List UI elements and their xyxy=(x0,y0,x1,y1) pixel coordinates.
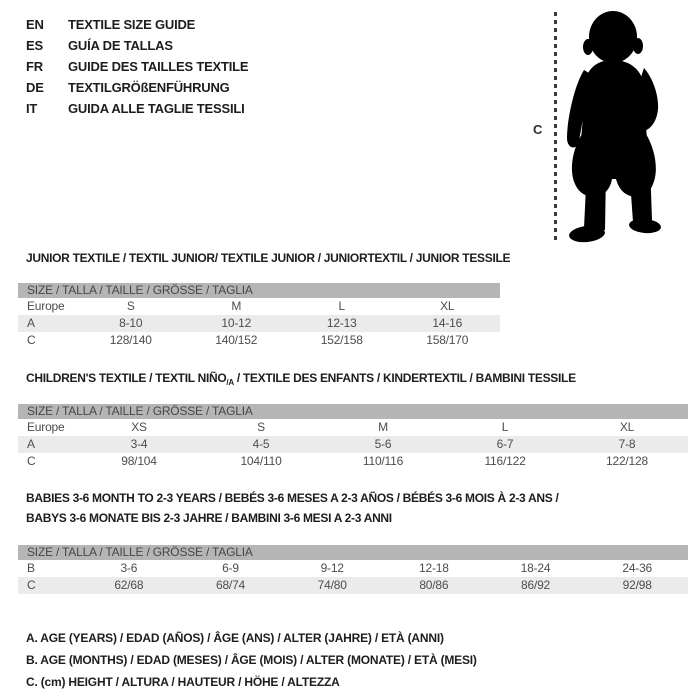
table-cell: 68/74 xyxy=(215,578,246,592)
language-code: DE xyxy=(26,80,44,95)
table-cell: 128/140 xyxy=(109,333,152,347)
table-cell: 5-6 xyxy=(374,437,392,451)
table-row-height xyxy=(18,577,688,594)
figure-block xyxy=(0,0,700,250)
footnote-c: C. (cm) HEIGHT / ALTURA / HAUTEUR / HÖHE / ALTEZZA xyxy=(26,675,340,689)
table-cell: 10-12 xyxy=(221,316,252,330)
junior-size-table xyxy=(18,283,500,349)
table-cell: 8-10 xyxy=(119,316,143,330)
table-cell: 92/98 xyxy=(622,578,652,592)
table-cell: 80/86 xyxy=(419,578,449,592)
table-cell: 158/170 xyxy=(426,333,469,347)
table-cell: 9-12 xyxy=(320,561,344,575)
row-label: A xyxy=(27,316,35,330)
babies-title-line1: BABIES 3-6 MONTH TO 2-3 YEARS / BEBÉS 3-6 MESES A 2-3 AÑOS / BÉBÉS 3-6 MOIS À 2-3 ANS / xyxy=(26,491,559,505)
table-cell: 104/110 xyxy=(240,454,282,468)
language-code: IT xyxy=(26,101,38,116)
junior-section-title: JUNIOR TEXTILE / TEXTIL JUNIOR/ TEXTILE JUNIOR / JUNIORTEXTIL / JUNIOR TESSILE xyxy=(26,251,511,265)
language-title: TEXTILE SIZE GUIDE xyxy=(68,17,196,32)
table-cell: 62/68 xyxy=(114,578,144,592)
table-cell: S xyxy=(257,420,265,434)
table-cell: 6-7 xyxy=(496,437,514,451)
table-cell: 86/92 xyxy=(521,578,551,592)
table-cell: 110/116 xyxy=(362,454,404,468)
row-label: Europe xyxy=(27,299,65,313)
table-cell: 140/152 xyxy=(215,333,258,347)
babies-title-line2: BABYS 3-6 MONATE BIS 2-3 JAHRE / BAMBINI 3-6 MESI A 2-3 ANNI xyxy=(26,511,392,525)
size-header-bar: SIZE / TALLA / TAILLE / GRÖSSE / TAGLIA xyxy=(18,404,688,419)
table-row-age-months xyxy=(18,560,688,577)
row-label: B xyxy=(27,561,35,575)
table-cell: XL xyxy=(440,299,455,313)
footnote-b: B. AGE (MONTHS) / EDAD (MESES) / ÂGE (MOIS) / ALTER (MONATE) / ETÀ (MESI) xyxy=(26,653,477,667)
table-row-europe xyxy=(18,419,688,436)
table-cell: 152/158 xyxy=(320,333,363,347)
footnote-a: A. AGE (YEARS) / EDAD (AÑOS) / ÂGE (ANS) / ALTER (JAHRE) / ETÀ (ANNI) xyxy=(26,631,444,645)
table-row-age-years xyxy=(18,436,688,453)
language-title: GUIDE DES TAILLES TEXTILE xyxy=(68,59,249,74)
table-cell: 6-9 xyxy=(222,561,239,575)
table-cell: 98/104 xyxy=(121,454,157,468)
height-measure-label: C xyxy=(533,122,543,137)
table-cell: M xyxy=(378,420,388,434)
language-code: EN xyxy=(26,17,44,32)
table-cell: XS xyxy=(131,420,147,434)
language-title: GUIDA ALLE TAGLIE TESSILI xyxy=(68,101,245,116)
children-section-title xyxy=(26,371,576,387)
toddler-silhouette-icon xyxy=(560,8,665,243)
table-cell: L xyxy=(338,299,345,313)
table-cell: 24-36 xyxy=(622,561,653,575)
table-cell: 12-18 xyxy=(419,561,449,575)
table-row-height xyxy=(18,453,688,470)
children-title-subscript: /A xyxy=(226,378,234,387)
table-cell: 3-6 xyxy=(120,561,138,575)
table-cell: S xyxy=(126,299,135,313)
language-code: ES xyxy=(26,38,43,53)
row-label: C xyxy=(27,578,36,592)
table-cell: 3-4 xyxy=(130,437,148,451)
height-measure-dotted-line xyxy=(554,12,557,242)
babies-section-title xyxy=(26,488,558,528)
children-title-suffix: / TEXTILE DES ENFANTS / KINDERTEXTIL / BAMBINI TESSILE xyxy=(233,371,576,385)
table-cell: XL xyxy=(619,420,635,434)
table-cell: 116/122 xyxy=(484,454,526,468)
table-row-height xyxy=(18,332,500,349)
size-header-bar: SIZE / TALLA / TAILLE / GRÖSSE / TAGLIA xyxy=(18,283,500,298)
babies-size-table xyxy=(18,545,688,594)
footnotes xyxy=(26,627,477,693)
table-cell: 7-8 xyxy=(618,437,636,451)
row-label: C xyxy=(27,454,36,468)
language-code: FR xyxy=(26,59,43,74)
table-cell: 18-24 xyxy=(520,561,551,575)
table-cell: 4-5 xyxy=(252,437,270,451)
table-cell: 74/80 xyxy=(317,578,347,592)
table-cell: 122/128 xyxy=(606,454,648,468)
row-label: A xyxy=(27,437,35,451)
row-label: Europe xyxy=(27,420,65,434)
table-cell: 14-16 xyxy=(432,316,463,330)
language-title: TEXTILGRÖßENFÜHRUNG xyxy=(68,80,230,95)
language-title: GUÍA DE TALLAS xyxy=(68,38,173,53)
children-size-table xyxy=(18,404,688,470)
table-row-age-years xyxy=(18,315,500,332)
table-cell: M xyxy=(231,299,242,313)
table-cell: L xyxy=(501,420,509,434)
table-cell: 12-13 xyxy=(326,316,357,330)
size-header-bar: SIZE / TALLA / TAILLE / GRÖSSE / TAGLIA xyxy=(18,545,688,560)
table-row-europe xyxy=(18,298,500,315)
children-title-prefix: CHILDREN'S TEXTILE / TEXTIL NIÑO xyxy=(26,371,227,385)
row-label: C xyxy=(27,333,36,347)
